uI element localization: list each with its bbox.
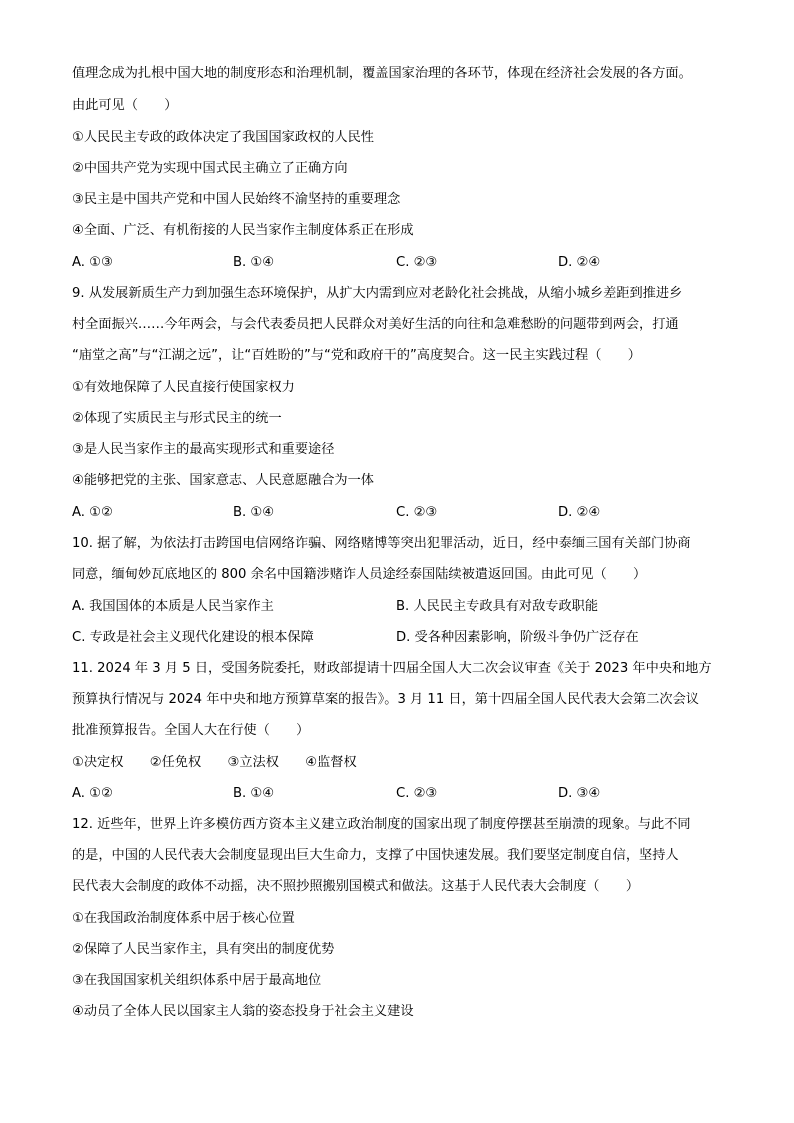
q9-option-a[interactable]: A. ①② [72, 505, 113, 520]
q8-options [72, 254, 732, 272]
q9-options [72, 504, 732, 522]
q12-item-1: ①在我国政治制度体系中居于核心位置 [72, 911, 295, 926]
q9-item-3: ③是人民当家作主的最高实现形式和重要途径 [72, 442, 335, 457]
q9-item-1: ①有效地保障了人民直接行使国家权力 [72, 380, 295, 395]
q8-item-3: ③民主是中国共产党和中国人民始终不渝坚持的重要理念 [72, 192, 401, 207]
q9-item-4: ④能够把党的主张、国家意志、人民意愿融合为一体 [72, 473, 374, 488]
q11-stem-line1: 11. 2024 年 3 月 5 日，受国务院委托，财政部提请十四届全国人大二次会议审查《关于 2023 年中央和地方 [72, 661, 712, 676]
q9-option-d[interactable]: D. ②④ [558, 505, 601, 520]
q12-stem-line3: 民代表大会制度的政体不动摇，决不照抄照搬别国模式和做法。这基于人民代表大会制度（ ） [72, 879, 640, 894]
q12-item-2: ②保障了人民当家作主，具有突出的制度优势 [72, 942, 335, 957]
q8-option-a[interactable]: A. ①③ [72, 255, 113, 270]
q8-stem-line2: 由此可见（ ） [72, 98, 178, 113]
q10-stem-line1: 10. 据了解，为依法打击跨国电信网络诈骗、网络赌博等突出犯罪活动，近日，经中泰缅三国有关部门协商 [72, 536, 691, 551]
q8-item-1: ①人民民主专政的政体决定了我国国家政权的人民性 [72, 130, 374, 145]
q8-option-b[interactable]: B. ①④ [233, 255, 275, 270]
q9-stem-line1: 9. 从发展新质生产力到加强生态环境保护，从扩大内需到应对老龄化社会挑战，从缩小城乡差距到推进乡 [72, 286, 683, 301]
q11-options [72, 785, 732, 803]
q12-stem-line2: 的是，中国的人民代表大会制度显现出巨大生命力，支撑了中国快速发展。我们要坚定制度自信，坚持人 [72, 848, 679, 863]
q9-option-c[interactable]: C. ②③ [396, 505, 438, 520]
q11-option-a[interactable]: A. ①② [72, 786, 113, 801]
q9-option-b[interactable]: B. ①④ [233, 505, 275, 520]
q11-option-d[interactable]: D. ③④ [558, 786, 601, 801]
q10-option-d[interactable]: D. 受各种因素影响，阶级斗争仍广泛存在 [396, 630, 639, 645]
q8-option-c[interactable]: C. ②③ [396, 255, 438, 270]
q11-option-b[interactable]: B. ①④ [233, 786, 275, 801]
q11-items: ①决定权 ②任免权 ③立法权 ④监督权 [72, 755, 357, 770]
q8-item-4: ④全面、广泛、有机衔接的人民当家作主制度体系正在形成 [72, 223, 414, 238]
q9-stem-line3: “庙堂之高”与“江湖之远”，让“百姓盼的”与“党和政府干的”高度契合。这一民主实践过程（ ） [72, 348, 641, 363]
q9-item-2: ②体现了实质民主与形式民主的统一 [72, 411, 282, 426]
q12-item-3: ③在我国国家机关组织体系中居于最高地位 [72, 973, 322, 988]
q10-options-row1 [72, 598, 732, 616]
q10-option-c[interactable]: C. 专政是社会主义现代化建设的根本保障 [72, 630, 314, 645]
q11-stem-line3: 批准预算报告。全国人大在行使（ ） [72, 723, 310, 738]
q9-stem-line2: 村全面振兴……今年两会，与会代表委员把人民群众对美好生活的向往和急难愁盼的问题带到两会，打通 [72, 317, 679, 332]
q11-stem-line2: 预算执行情况与 2024 年中央和地方预算草案的报告》。3 月 11 日，第十四届全国人民代表大会第二次会议 [72, 692, 699, 707]
q11-option-c[interactable]: C. ②③ [396, 786, 438, 801]
q8-option-d[interactable]: D. ②④ [558, 255, 601, 270]
q10-stem-line2: 同意，缅甸妙瓦底地区的 800 余名中国籍涉赌诈人员途经泰国陆续被遣返回国。由此可见（ ） [72, 567, 647, 582]
q8-stem-line1: 值理念成为扎根中国大地的制度形态和治理机制，覆盖国家治理的各环节，体现在经济社会发展的各方面。 [72, 66, 692, 81]
q10-option-b[interactable]: B. 人民民主专政具有对敌专政职能 [396, 599, 599, 614]
q12-stem-line1: 12. 近些年，世界上许多模仿西方资本主义建立政治制度的国家出现了制度停摆甚至崩溃的现象。与此不同 [72, 817, 691, 832]
q8-item-2: ②中国共产党为实现中国式民主确立了正确方向 [72, 161, 348, 176]
q10-options-row2 [72, 629, 732, 647]
q10-option-a[interactable]: A. 我国国体的本质是人民当家作主 [72, 599, 274, 614]
q12-item-4: ④动员了全体人民以国家主人翁的姿态投身于社会主义建设 [72, 1004, 414, 1019]
